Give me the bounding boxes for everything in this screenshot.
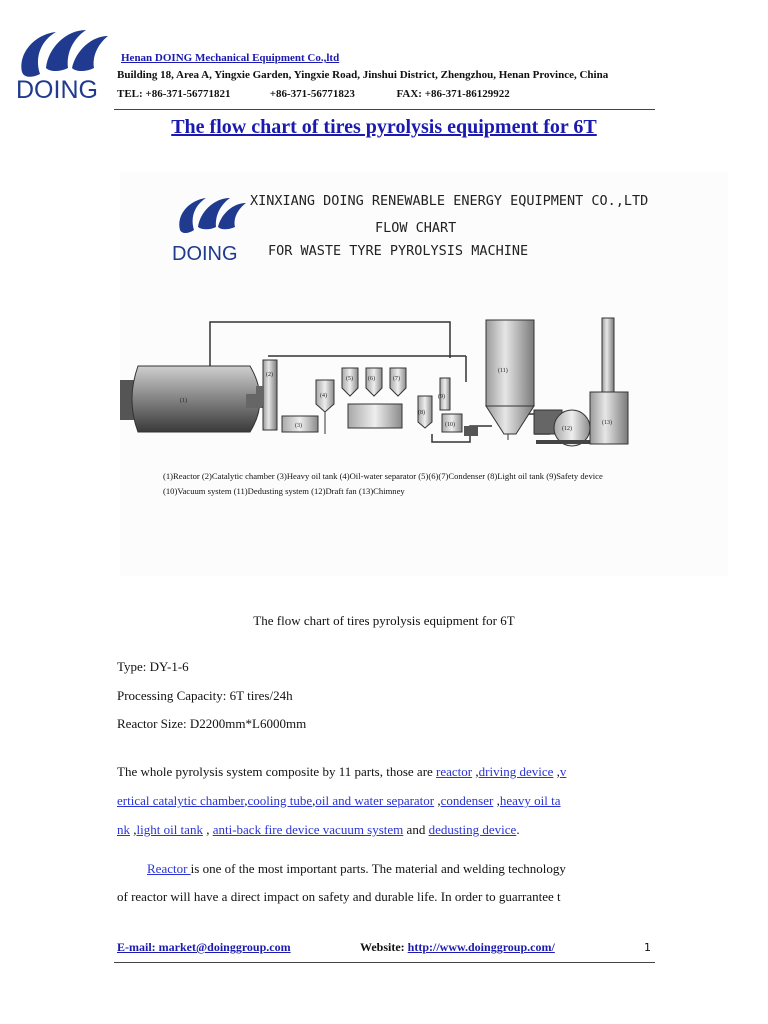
paragraph-1-line-1 (117, 764, 566, 780)
p1-sep: , (202, 822, 213, 837)
label-9: (9) (438, 394, 445, 400)
p1-sep: , (130, 822, 137, 837)
header-rule (114, 109, 655, 110)
footer-rule (114, 962, 655, 963)
label-11: (11) (498, 368, 508, 374)
p1-sep: , (493, 793, 500, 808)
fax: FAX: +86-371-86129922 (396, 88, 510, 100)
company-name[interactable]: Henan DOING Mechanical Equipment Co.,ltd (121, 52, 340, 64)
link-driving-device[interactable]: driving device (478, 764, 554, 779)
p1-text: and (403, 822, 429, 837)
label-8: (8) (418, 410, 425, 416)
link-heavy-oil-tank[interactable]: heavy oil ta (499, 793, 561, 808)
figure-caption: The flow chart of tires pyrolysis equipment for 6T (253, 613, 515, 628)
footer-website (360, 940, 555, 955)
p2-text: is one of the most important parts. The material and welding technology (190, 861, 566, 876)
p1-sep: , (244, 793, 248, 808)
company-contact (117, 88, 510, 100)
link-heavy-oil-tank[interactable]: nk (117, 822, 130, 837)
figure-heading-flowchart: FLOW CHART (375, 220, 457, 236)
p1-sep: , (472, 764, 479, 779)
reactor (120, 366, 264, 432)
link-reactor[interactable]: reactor (436, 764, 473, 779)
tel-2: +86-371-56771823 (269, 88, 355, 100)
company-logo (12, 22, 116, 102)
link-vertical-catalytic-chamber[interactable]: v (559, 764, 567, 779)
link-cooling-tube[interactable]: cooling tube (247, 793, 313, 808)
p1-text: The whole pyrolysis system composite by 11 parts, those are (117, 764, 437, 779)
label-1: (1) (180, 398, 187, 404)
link-reactor-2[interactable]: Reactor (147, 861, 191, 876)
label-12: (12) (562, 426, 572, 432)
p1-end: . (516, 822, 520, 837)
spec-reactor-size: Reactor Size: D2200mm*L6000mm (117, 716, 307, 731)
link-light-oil-tank[interactable]: light oil tank (136, 822, 203, 837)
logo-text: DOING (16, 76, 98, 102)
tel-1: TEL: +86-371-56771821 (117, 88, 231, 100)
label-13: (13) (602, 420, 612, 426)
label-6: (6) (368, 376, 375, 382)
label-5: (5) (346, 376, 353, 382)
p1-sep: , (312, 793, 316, 808)
figure-legend-line-2: (10)Vacuum system (11)Dedusting system (12)Draft fan (13)Chimney (163, 486, 405, 496)
figure-logo-text: DOING (172, 243, 238, 265)
p1-sep: , (553, 764, 560, 779)
label-4: (4) (320, 393, 327, 399)
paragraph-1-line-3 (117, 822, 520, 838)
link-vertical-catalytic-chamber[interactable]: ertical catalytic chamber (117, 793, 245, 808)
footer-email-link[interactable]: E-mail: market@doinggroup.com (117, 940, 291, 954)
link-condenser[interactable]: condenser (440, 793, 494, 808)
figure-legend-line-1: (1)Reactor (2)Catalytic chamber (3)Heavy oil tank (4)Oil-water separator (5)(6)(7)Condenser (8)Light oil tank (9)Safety device (163, 471, 603, 481)
spec-capacity: Processing Capacity: 6T tires/24h (117, 688, 293, 703)
link-oil-water-separator[interactable]: oil and water separator (315, 793, 435, 808)
paragraph-1-line-2 (117, 793, 561, 809)
spec-type: Type: DY-1-6 (117, 659, 189, 674)
footer-website-link[interactable]: http://www.doinggroup.com/ (407, 940, 555, 954)
page-number: 1 (644, 941, 651, 954)
footer-website-label: Website: (360, 940, 408, 954)
link-dedusting-device[interactable]: dedusting device (428, 822, 517, 837)
figure-heading-subtitle: FOR WASTE TYRE PYROLYSIS MACHINE (268, 243, 529, 259)
flow-chart-figure (120, 172, 728, 576)
figure-heading-company: XINXIANG DOING RENEWABLE ENERGY EQUIPMENT CO.,LTD (250, 193, 649, 209)
paragraph-2-line-2: of reactor will have a direct impact on safety and durable life. In order to guarrantee t (117, 889, 561, 904)
label-2: (2) (266, 372, 273, 378)
label-10: (10) (445, 422, 455, 428)
label-7: (7) (393, 376, 400, 382)
page-title: The flow chart of tires pyrolysis equipment for 6T (171, 116, 597, 138)
paragraph-2-line-1 (147, 861, 566, 877)
company-address: Building 18, Area A, Yingxie Garden, Yingxie Road, Jinshui District, Zhengzhou, Henan Province, China (117, 69, 609, 81)
label-3: (3) (295, 423, 302, 429)
link-anti-back-fire-device[interactable]: anti-back fire device vacuum system (212, 822, 404, 837)
p1-sep: , (434, 793, 441, 808)
